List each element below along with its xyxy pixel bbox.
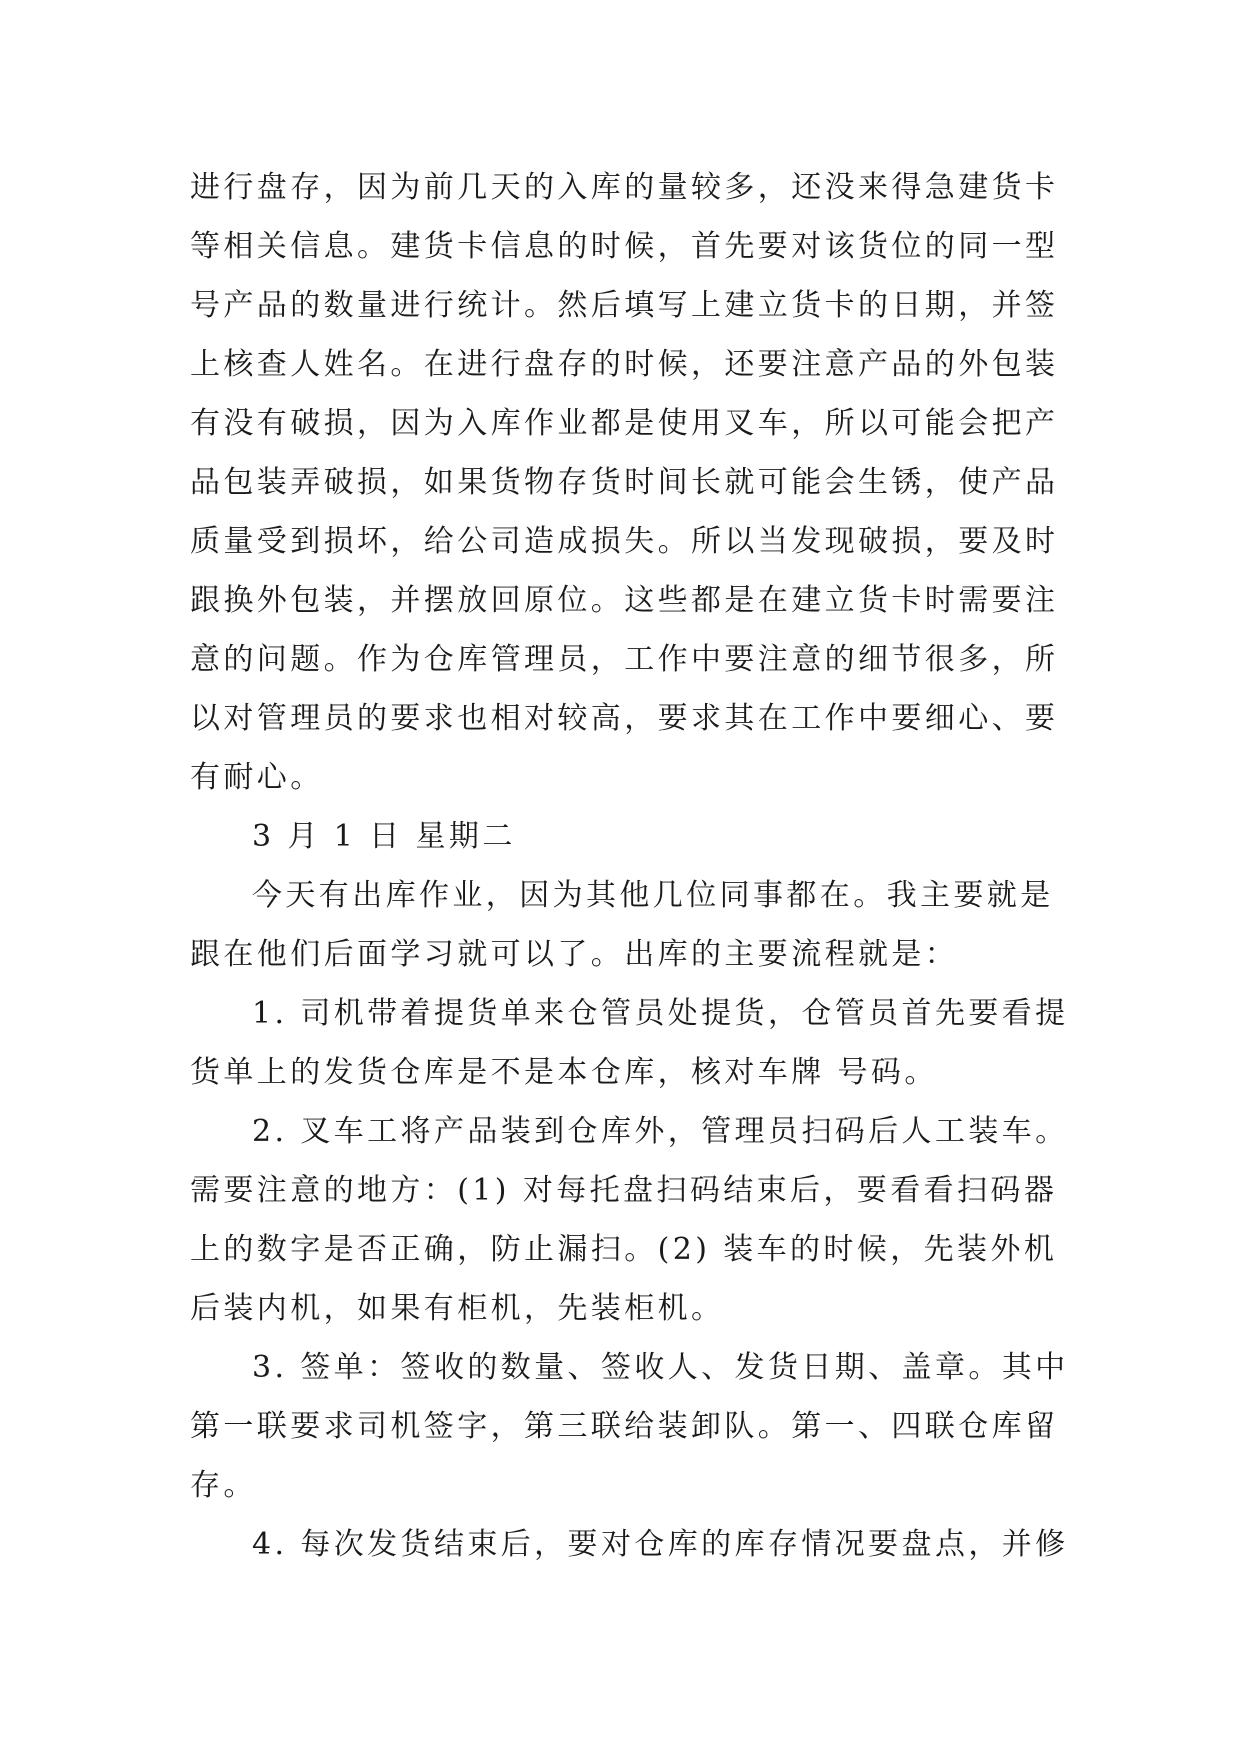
text-line: 品包装弄破损，如果货物存货时间长就可能会生锈，使产品 — [190, 465, 1059, 500]
text-line: 第一联要求司机签字，第三联给装卸队。第一、四联仓库留 — [190, 1409, 1059, 1444]
date-heading: 3 月 1 日 星期二 — [252, 819, 516, 854]
text-line: 后装内机，如果有柜机，先装柜机。 — [190, 1291, 725, 1326]
text-line: 需要注意的地方：(1) 对每托盘扫码结束后，要看看扫码器 — [190, 1173, 1058, 1208]
text-line: 跟在他们后面学习就可以了。出库的主要流程就是： — [190, 937, 959, 972]
paragraph-start: 今天有出库作业，因为其他几位同事都在。我主要就是 — [252, 878, 1054, 913]
list-item-2: 2. 叉车工将产品装到仓库外，管理员扫码后人工装车。 — [252, 1114, 1069, 1149]
text-line: 有耐心。 — [190, 760, 324, 795]
list-item-1: 1. 司机带着提货单来仓管员处提货，仓管员首先要看提 — [252, 996, 1069, 1031]
text-line: 货单上的发货仓库是不是本仓库，核对车牌 号码。 — [190, 1055, 938, 1090]
text-line: 等相关信息。建货卡信息的时候，首先要对该货位的同一型 — [190, 229, 1059, 264]
text-line: 进行盘存，因为前几天的入库的量较多，还没来得急建货卡 — [190, 170, 1059, 205]
text-line: 以对管理员的要求也相对较高，要求其在工作中要细心、要 — [190, 701, 1059, 736]
text-line: 上的数字是否正确，防止漏扫。(2) 装车的时候，先装外机 — [190, 1232, 1058, 1267]
text-line: 号产品的数量进行统计。然后填写上建立货卡的日期，并签 — [190, 288, 1059, 323]
text-line: 跟换外包装，并摆放回原位。这些都是在建立货卡时需要注 — [190, 583, 1059, 618]
text-line: 有没有破损，因为入库作业都是使用叉车，所以可能会把产 — [190, 406, 1059, 441]
text-line: 质量受到损坏，给公司造成损失。所以当发现破损，要及时 — [190, 524, 1059, 559]
body-text — [190, 158, 1070, 1574]
text-line: 存。 — [190, 1468, 257, 1503]
list-item-3: 3. 签单：签收的数量、签收人、发货日期、盖章。其中 — [252, 1350, 1069, 1385]
text-line: 意的问题。作为仓库管理员，工作中要注意的细节很多，所 — [190, 642, 1059, 677]
list-item-4: 4. 每次发货结束后，要对仓库的库存情况要盘点，并修 — [252, 1527, 1069, 1562]
text-line: 上核查人姓名。在进行盘存的时候，还要注意产品的外包装 — [190, 347, 1059, 382]
